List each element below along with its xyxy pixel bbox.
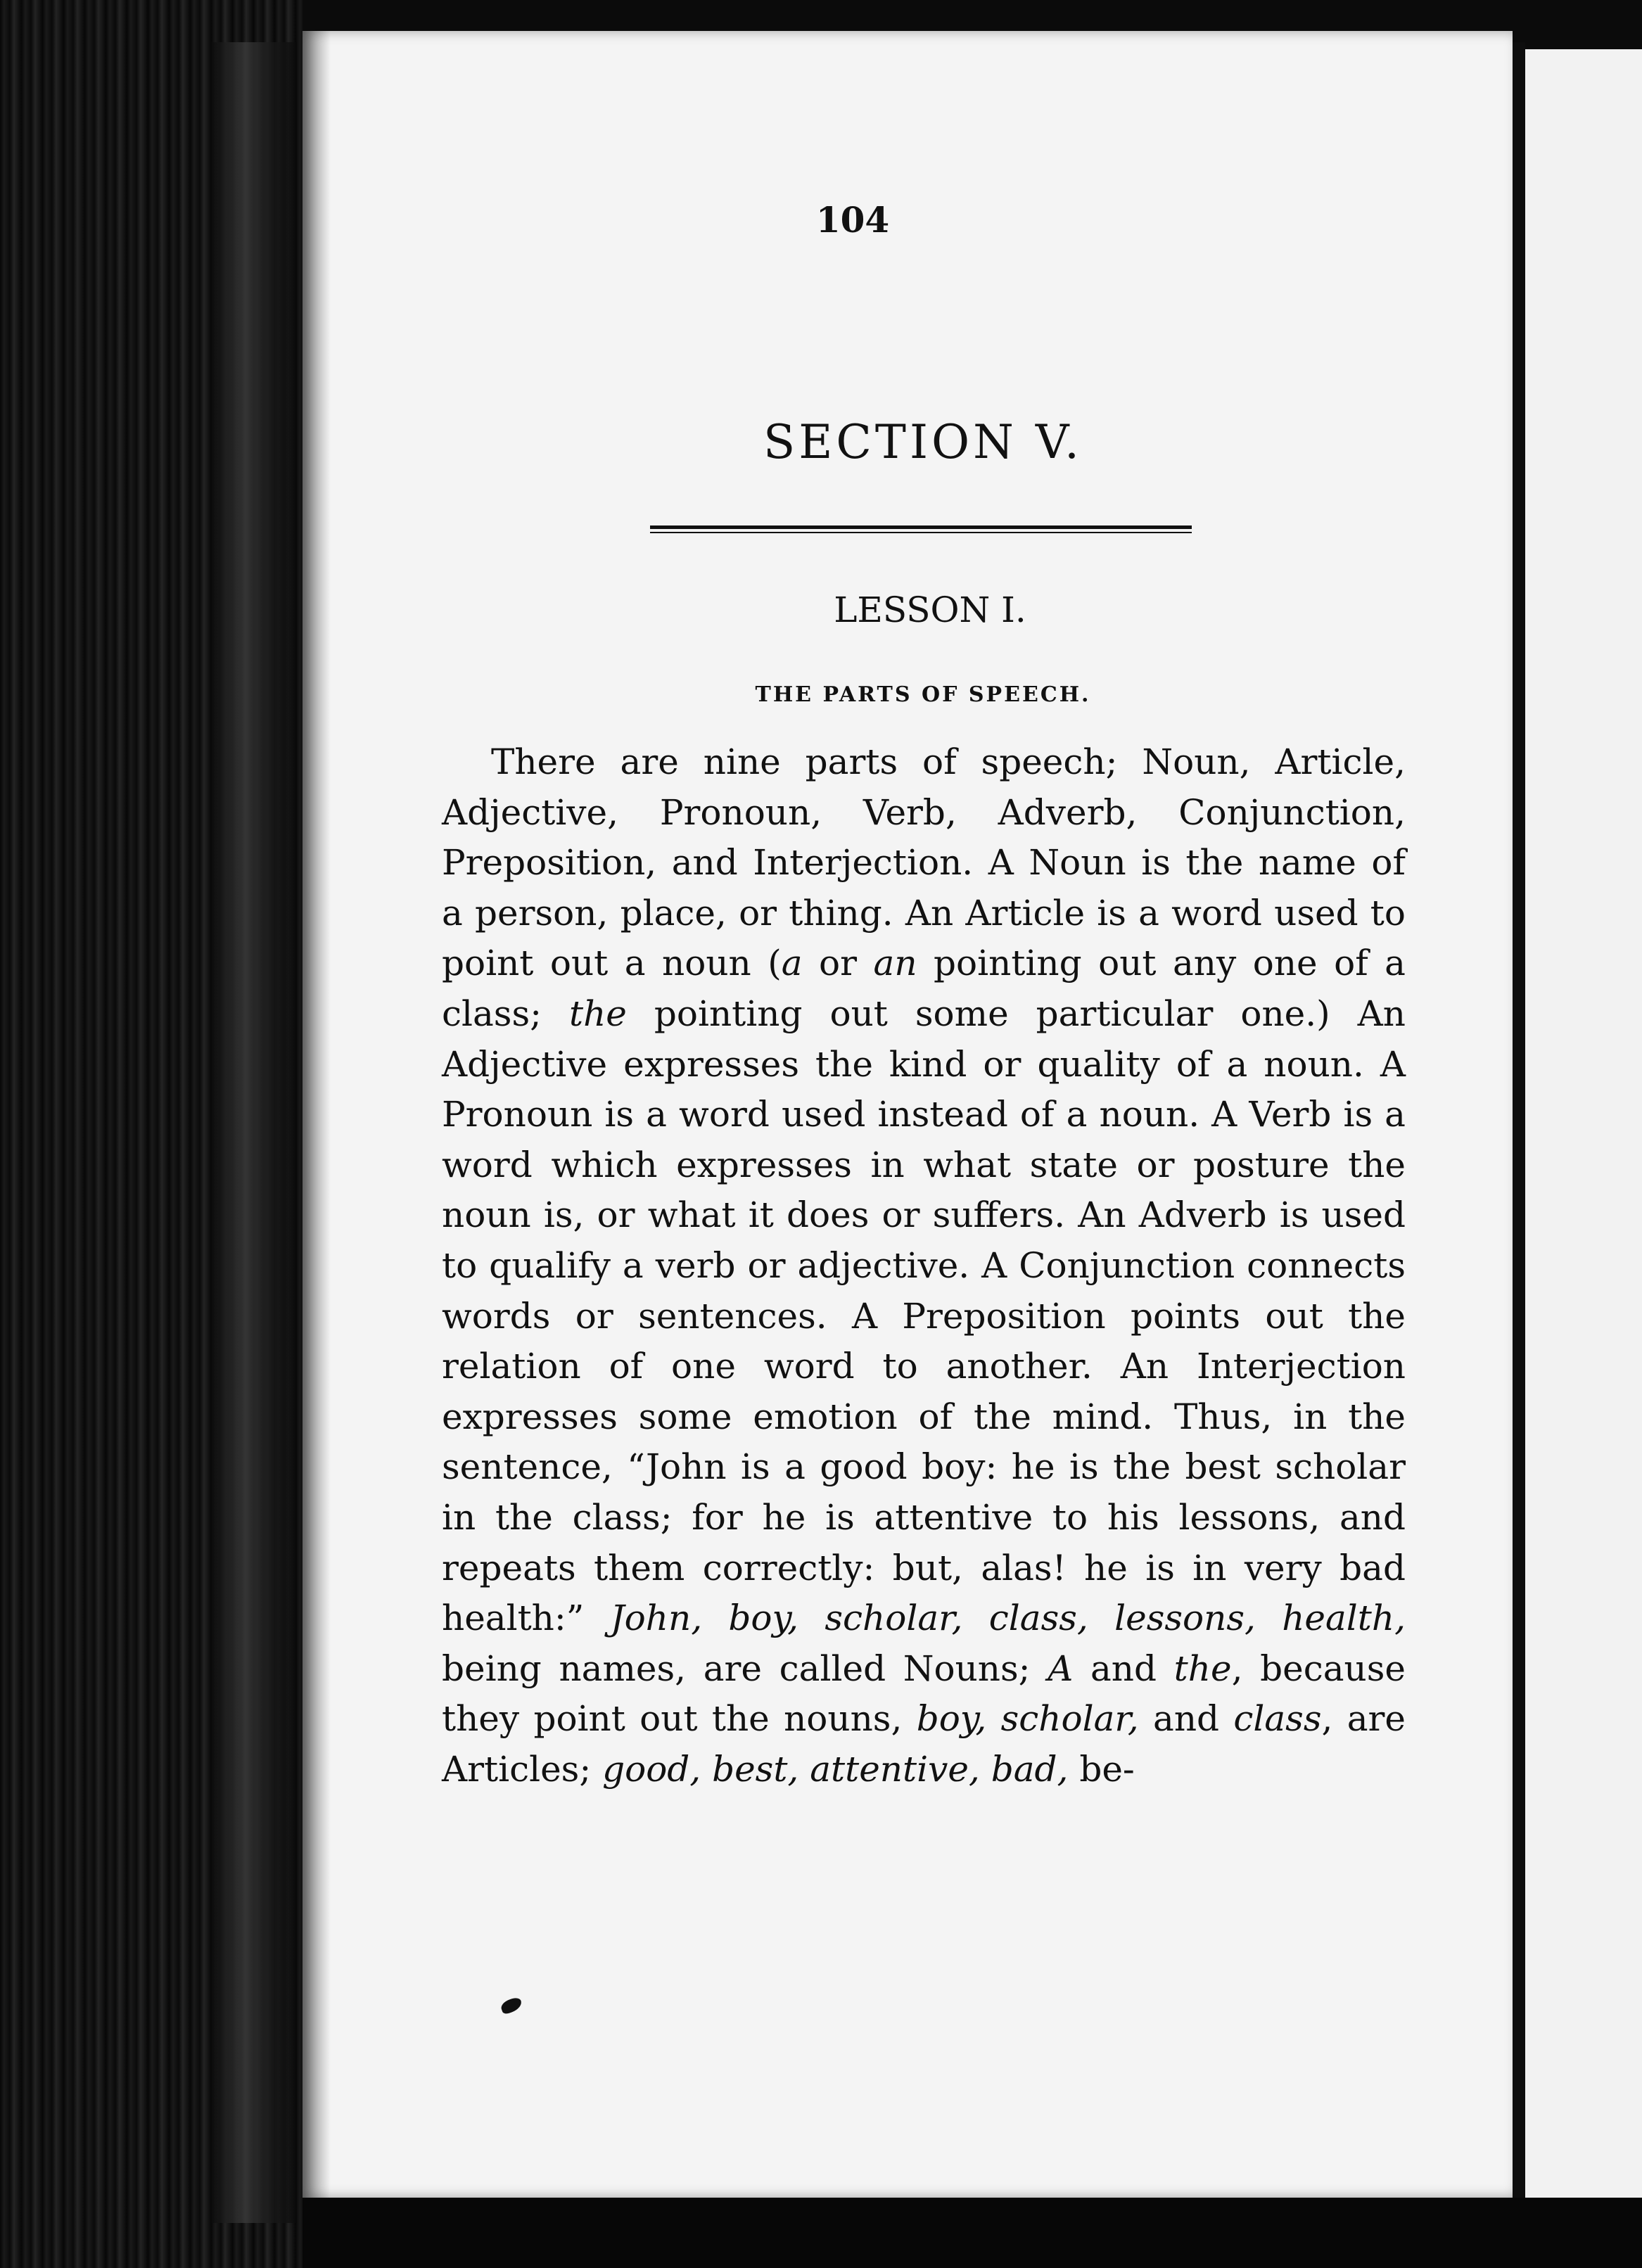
text-run: pointing out some particular one.) An Adjective expresses the kind or quality of a noun. A Pronoun is a word used instead of a noun. A Verb is a word which expresses in what state or posture the noun is, or what it does or suffers. An Adverb is used to qualify a verb or adjective. A Conjunction connects words or sentences. A Preposition points out the relation of one word to another. An Interjection expresses some emotion of the mind. Thus, in the sentence, “John is a good boy: he is the best scholar in the class; for he is attentive to his lessons, and repeats them correctly: but, alas! he is in very bad health:” <box>442 993 1406 1639</box>
text-run-italic: an <box>873 943 917 984</box>
text-run: There are nine parts of speech; Noun, Article, Adjective, Pronoun, Verb, Adverb, Conjunction, Preposition, and Interjection. A Noun is the name of a person, place, or thing. An Article is a word used to point out a noun ( <box>442 741 1406 984</box>
body-paragraph <box>442 737 1406 1795</box>
text-run: and <box>1073 1648 1174 1689</box>
text-run-italic: class <box>1233 1698 1322 1740</box>
text-run: , because they point out the nouns, <box>442 1648 1406 1740</box>
section-rule <box>650 525 1192 533</box>
gutter-shadow <box>303 31 331 2198</box>
lesson-subtitle: THE PARTS OF SPEECH. <box>755 682 1091 707</box>
spine-edge <box>211 42 295 2223</box>
text-run-italic: boy, scholar, <box>916 1698 1139 1740</box>
text-run-italic: the <box>568 993 627 1034</box>
text-run-italic: A <box>1048 1648 1074 1689</box>
text-run: or <box>802 943 874 984</box>
text-run: be- <box>1068 1748 1135 1790</box>
rule-thick <box>650 525 1192 529</box>
section-title: SECTION V. <box>763 415 1083 469</box>
text-run-italic: John, boy, scholar, class, lessons, health, <box>610 1598 1406 1639</box>
page-edge <box>1513 42 1525 2202</box>
bottom-border <box>303 2198 1642 2268</box>
text-run: , are Articles; <box>442 1698 1406 1790</box>
text-run: pointing out any one of a class; <box>442 943 1406 1034</box>
text-run-italic: the <box>1173 1648 1232 1689</box>
facing-page-strip <box>1525 49 1642 2202</box>
text-run-italic: a <box>781 943 803 984</box>
rule-thin <box>650 532 1192 533</box>
lesson-title: LESSON I. <box>834 590 1026 630</box>
text-run: being names, are called Nouns; <box>442 1648 1048 1689</box>
text-run: and <box>1138 1698 1234 1740</box>
page-number: 104 <box>815 199 890 241</box>
text-run-italic: good, best, attentive, bad, <box>602 1748 1069 1790</box>
